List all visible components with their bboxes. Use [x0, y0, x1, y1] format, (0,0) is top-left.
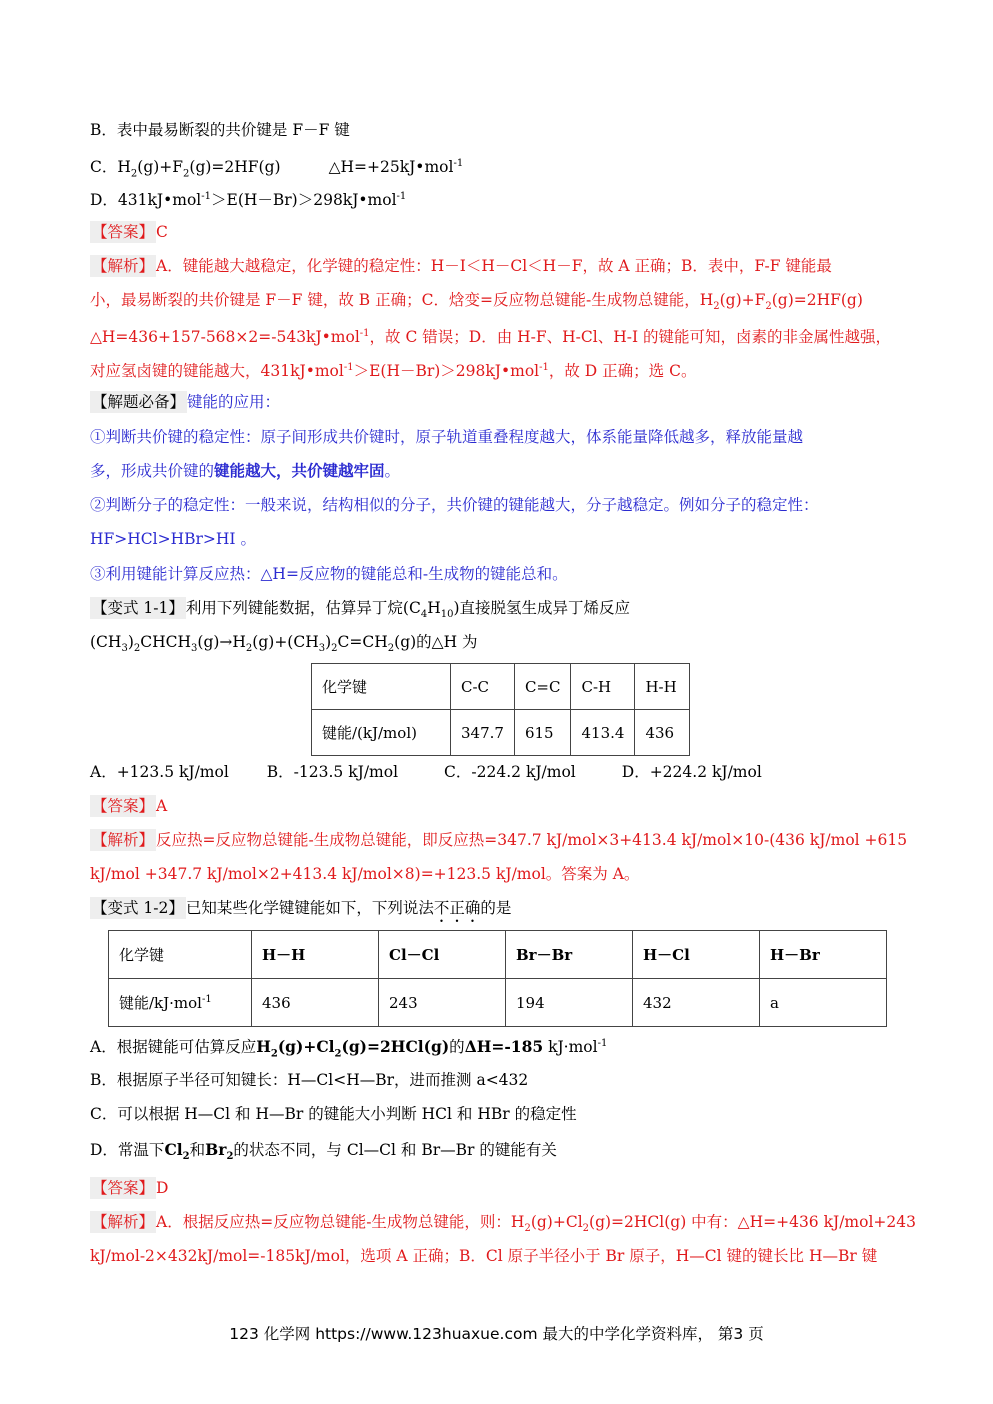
answer-1: 【答案】 C	[92, 223, 168, 241]
answer-1-2: 【答案】 D	[92, 1179, 169, 1197]
essentials-p3: ③利用键能计算反应热：△H=反应物的键能总和-生成物的键能总和。	[90, 565, 568, 583]
variant-1-2-option-c: C．可以根据 H—Cl 和 H—Br 的键能大小判断 HCl 和 HBr 的稳定性	[90, 1105, 577, 1123]
table-cell: 243	[379, 979, 506, 1027]
table-header: Br－Br	[506, 931, 633, 979]
table-cell: 413.4	[571, 710, 635, 756]
essentials-p2-line-1: ②判断分子的稳定性：一般来说，结构相似的分子，共价键的键能越大，分子越稳定。例如分子的稳定性：	[90, 496, 819, 514]
variant-1-2-option-a: A．根据键能可估算反应$H_2(g)+Cl_2(g)=2HCl(g)$的ΔH=-185 kJ·mol$^{-1}$	[90, 1037, 608, 1060]
table-header: 化学键	[109, 931, 252, 979]
table-header: Cl－Cl	[379, 931, 506, 979]
table-header: C-H	[571, 664, 635, 710]
essentials-title: 【解题必备】 键能的应用：	[92, 393, 281, 411]
bond-energy-table-2	[108, 930, 887, 1027]
analysis-1-1-line-1: 【解析】 反应热=反应物总键能-生成物总键能，即反应热=347.7 kJ/mol×3+413.4 kJ/mol×10-(436 kJ/mol +615	[92, 831, 908, 849]
variant-1-2-question: 【变式 1-2】 已知某些化学键键能如下，下列说法不正确的是	[92, 899, 512, 917]
variant-1-2-option-d: D．常温下$Cl_2$和$Br_2$的状态不同，与 Cl—Cl 和 Br—Br 的键能有关	[90, 1140, 557, 1163]
table-cell: 347.7	[451, 710, 515, 756]
variant-1-1-reaction: $(CH_3)_2CHCH_3(g)\to H_2(g)+(CH_3)_2C=CH_2(g)$的△H 为	[90, 633, 478, 655]
table-cell: a	[760, 979, 887, 1027]
analysis-1-line-1: 【解析】 A．键能越大越稳定，化学键的稳定性：H－I＜H－Cl＜H－F，故 A 正确；B．表中，F-F 键能最	[92, 257, 832, 275]
page-footer: 123 化学网 https://www.123huaxue.com 最大的中学化学资料库， 第3 页	[229, 1325, 764, 1343]
option-c: C．$H_2(g)+F_2(g)=2HF(g)$ △H=+25kJ•mol$^{-1}$	[90, 158, 464, 180]
table-cell: 436	[252, 979, 379, 1027]
table-header: C=C	[514, 664, 571, 710]
table-cell: 键能/kJ·mol$^{-1}$	[109, 979, 252, 1027]
table-cell: 194	[506, 979, 633, 1027]
variant-1-1-options: A．+123.5 kJ/mol B．-123.5 kJ/mol C．-224.2 kJ/mol D．+224.2 kJ/mol	[90, 763, 762, 781]
essentials-p2-line-2: HF>HCl>HBr>HI 。	[90, 530, 256, 548]
analysis-1-2-line-1: 【解析】 A．根据反应热=反应物总键能-生成物总键能，则：$H_2(g)+Cl_2(g)=2HCl(g)$ 中有：△H=+436 kJ/mol+243	[92, 1213, 916, 1235]
table-cell: 键能/(kJ/mol)	[312, 710, 451, 756]
table-header: 化学键	[312, 664, 451, 710]
table-cell: 432	[633, 979, 760, 1027]
analysis-1-line-3: △H=436+157-568×2=-543kJ•mol$^{-1}$，故 C 错误；D．由 H-F、H-Cl、H-I 的键能可知，卤素的非金属性越强，	[90, 328, 892, 347]
answer-1-1: 【答案】 A	[92, 797, 168, 815]
option-d: D．431kJ•mol$^{-1}$＞E(H－Br)＞298kJ•mol$^{-1}$	[90, 191, 407, 210]
essentials-p1-line-1: ①判断共价键的稳定性：原子间形成共价键时，原子轨道重叠程度越大，体系能量降低越多，释放能量越	[90, 428, 804, 446]
variant-1-1-question: 【变式 1-1】 利用下列键能数据，估算异丁烷$(C_4H_{10})$直接脱氢生成异丁烯反应	[92, 599, 631, 621]
analysis-1-2-line-2: kJ/mol-2×432kJ/mol=-185kJ/mol，选项 A 正确；B．Cl 原子半径小于 Br 原子，H—Cl 键的键长比 H—Br 键	[90, 1247, 878, 1265]
variant-1-2-option-b: B．根据原子半径可知键长：H—Cl<H—Br，进而推测 a<432	[90, 1071, 529, 1089]
essentials-p1-line-2: 多，形成共价键的键能越大，共价键越牢固。	[90, 461, 401, 480]
bond-energy-table-1	[311, 663, 690, 756]
table-cell: 436	[635, 710, 690, 756]
table-header: C-C	[451, 664, 515, 710]
table-header: H－H	[252, 931, 379, 979]
analysis-1-line-2: 小，最易断裂的共价键是 F－F 键，故 B 正确；C．焓变=反应物总键能-生成物总键能，$H_2(g)+F_2(g)=2HF(g)$	[90, 291, 863, 313]
analysis-1-line-4: 对应氢卤键的键能越大，431kJ•mol$^{-1}$＞E(H－Br)＞298kJ•mol$^{-1}$，故 D 正确；选 C。	[90, 362, 697, 381]
table-header: H－Br	[760, 931, 887, 979]
table-cell: 615	[514, 710, 571, 756]
analysis-1-1-line-2: kJ/mol +347.7 kJ/mol×2+413.4 kJ/mol×8)=+123.5 kJ/mol。答案为 A。	[90, 865, 640, 883]
table-header: H－Cl	[633, 931, 760, 979]
option-b: B．表中最易断裂的共价键是 F－F 键	[90, 121, 350, 139]
table-header: H-H	[635, 664, 690, 710]
